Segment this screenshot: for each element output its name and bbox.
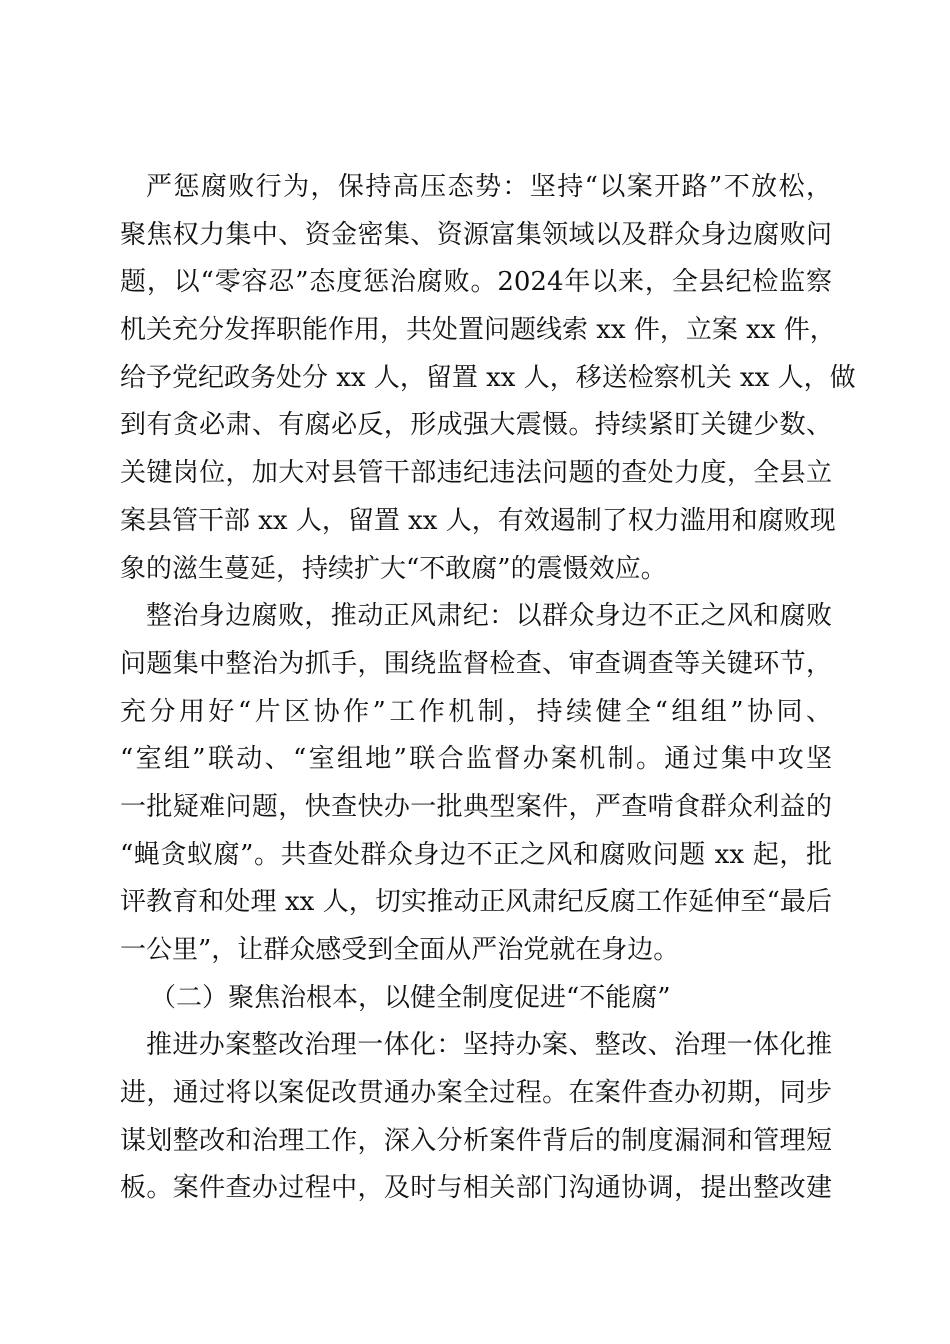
paragraph xyxy=(120,593,832,975)
text-line: 一公里”，让群众感受到全面从严治党就在身边。 xyxy=(120,935,680,965)
paragraph xyxy=(120,1022,832,1213)
text-line: 充分用好“片区协作”工作机制，持续健全“组组”协同、 xyxy=(120,696,832,727)
text-line: 题，以“零容忍”态度惩治腐败。2024年以来，全县纪检监察 xyxy=(120,267,832,298)
section-heading xyxy=(120,975,832,1023)
text-line: 关键岗位，加大对县管干部违纪违法问题的查处力度，全县立 xyxy=(120,458,832,489)
text-line: 严惩腐败行为，保持高压态势：坚持“以案开路”不放松， xyxy=(146,172,832,202)
text-line: 一批疑难问题，快查快办一批典型案件，严查啃食群众利益的 xyxy=(120,791,832,822)
text-line: “室组”联动、“室组地”联合监督办案机制。通过集中攻坚 xyxy=(120,744,832,775)
text-line: 推进办案整改治理一体化：坚持办案、整改、治理一体化推 xyxy=(146,1030,832,1061)
text-line: 到有贪必肃、有腐必反，形成强大震慑。持续紧盯关键少数、 xyxy=(120,410,832,441)
text-line: 评教育和处理 xx 人，切实推动正风肃纪反腐工作延伸至“最后 xyxy=(120,887,832,918)
text-line: 谋划整改和治理工作，深入分析案件背后的制度漏洞和管理短 xyxy=(120,1125,832,1156)
text-line: 象的滋生蔓延，持续扩大“不敢腐”的震慑效应。 xyxy=(120,553,667,584)
text-line: 整治身边腐败，推动正风肃纪：以群众身边不正之风和腐败 xyxy=(146,601,832,632)
text-line: “蝇贪蚁腐”。共查处群众身边不正之风和腐败问题 xx 起，批 xyxy=(120,839,832,870)
text-line: 聚焦权力集中、资金密集、资源富集领域以及群众身边腐败问 xyxy=(120,219,832,250)
text-line: 给予党纪政务处分 xx 人，留置 xx 人，移送检察机关 xx 人，做 xyxy=(120,362,856,393)
text-line: 板。案件查办过程中，及时与相关部门沟通协调，提出整改建 xyxy=(120,1173,832,1204)
document-page xyxy=(120,164,856,1213)
text-line: 案县管干部 xx 人，留置 xx 人，有效遏制了权力滥用和腐败现 xyxy=(120,505,836,536)
text-line: 机关充分发挥职能作用，共处置问题线索 xx 件，立案 xx 件， xyxy=(120,315,836,346)
paragraph xyxy=(120,164,856,593)
text-line: （二）聚焦治根本，以健全制度促进“不能腐” xyxy=(150,982,671,1013)
text-line: 问题集中整治为抓手，围绕监督检查、审查调查等关键环节， xyxy=(120,648,832,679)
text-line: 进，通过将以案促改贯通办案全过程。在案件查办初期，同步 xyxy=(120,1078,832,1109)
